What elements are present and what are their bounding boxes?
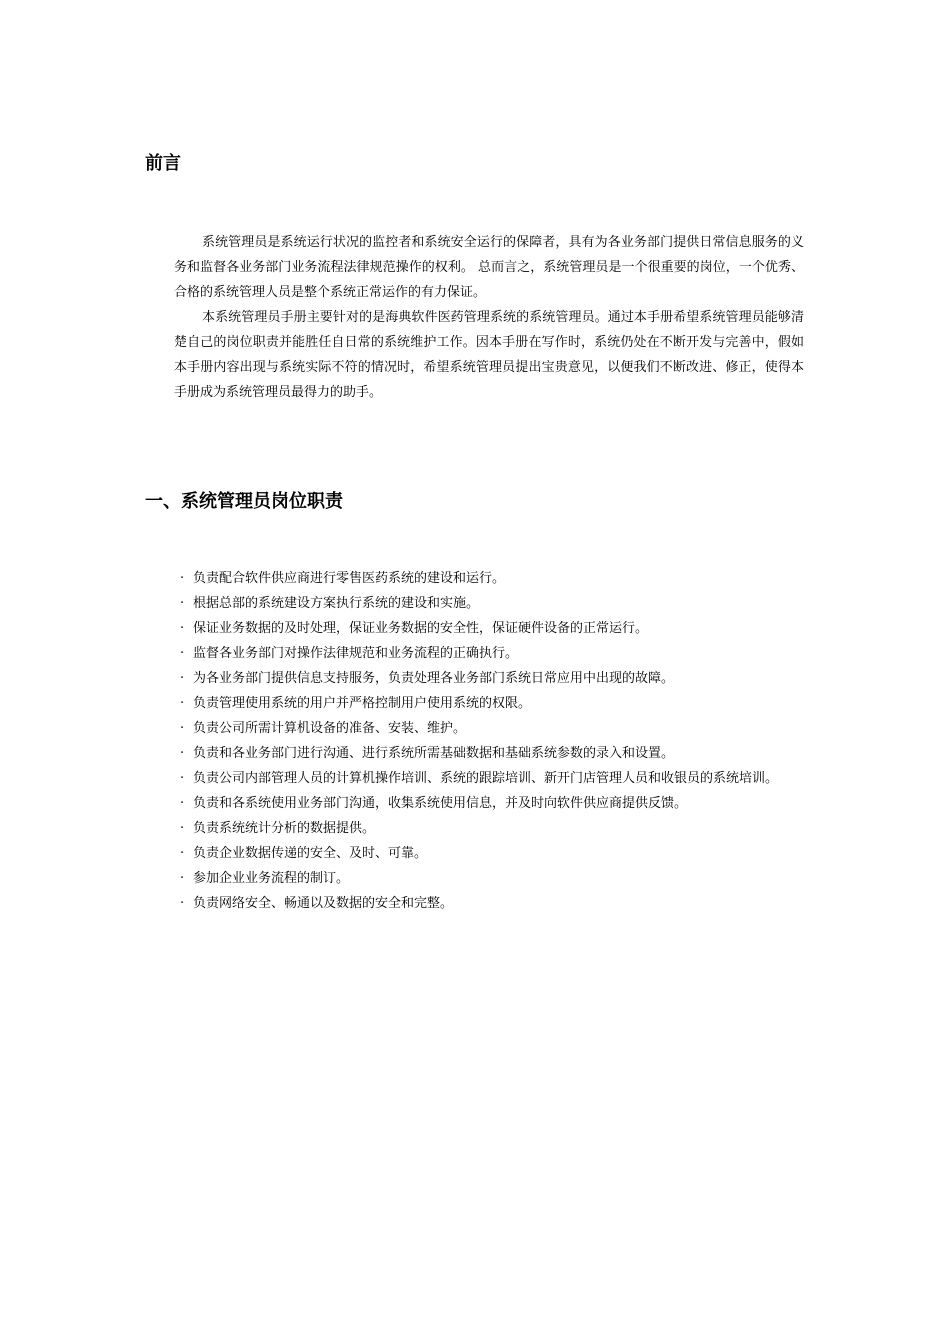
list-item-text: 监督各业务部门对操作法律规范和业务流程的正确执行。	[193, 646, 519, 661]
list-item-text: 根据总部的系统建设方案执行系统的建设和实施。	[193, 596, 480, 611]
bullet-icon: ·	[180, 771, 185, 786]
list-item	[178, 816, 808, 841]
list-item-text: 负责网络安全、畅通以及数据的安全和完整。	[193, 896, 454, 911]
bullet-icon: ·	[180, 871, 185, 886]
list-item	[178, 591, 808, 616]
list-item-text: 负责系统统计分析的数据提供。	[193, 821, 376, 836]
list-item	[178, 716, 808, 741]
list-item-text: 负责公司所需计算机设备的准备、安装、维护。	[193, 721, 467, 736]
list-item	[178, 666, 808, 691]
list-item-text: 参加企业业务流程的制订。	[193, 871, 350, 886]
bullet-icon: ·	[180, 721, 185, 736]
bullet-icon: ·	[180, 571, 185, 586]
preface-paragraph-1: 系统管理员是系统运行状况的监控者和系统安全运行的保障者，具有为各业务部门提供日常信息服务的义务和监督各业务部门业务流程法律规范操作的权利。 总而言之，系统管理员是一个很重要的岗位，一个优秀、合格的系统管理人员是整个系统正常运作的有力保证。	[174, 235, 804, 300]
list-item	[178, 791, 808, 816]
duty-list	[178, 566, 808, 916]
bullet-icon: ·	[180, 896, 185, 911]
bullet-icon: ·	[180, 671, 185, 686]
bullet-icon: ·	[180, 621, 185, 636]
bullet-icon: ·	[180, 646, 185, 661]
list-item-text: 负责管理使用系统的用户并严格控制用户使用系统的权限。	[193, 696, 532, 711]
bullet-icon: ·	[180, 821, 185, 836]
list-item	[178, 766, 808, 791]
list-item	[178, 891, 808, 916]
bullet-icon: ·	[180, 596, 185, 611]
list-item-text: 负责企业数据传递的安全、及时、可靠。	[193, 846, 428, 861]
list-item	[178, 566, 808, 591]
bullet-icon: ·	[180, 746, 185, 761]
list-item	[178, 866, 808, 891]
list-item-text: 保证业务数据的及时处理，保证业务数据的安全性，保证硬件设备的正常运行。	[193, 621, 649, 636]
section1-heading: 一、系统管理员岗位职责	[145, 491, 343, 512]
list-item	[178, 641, 808, 666]
bullet-icon: ·	[180, 696, 185, 711]
list-item	[178, 616, 808, 641]
bullet-icon: ·	[180, 846, 185, 861]
preface-heading: 前言	[145, 153, 181, 174]
list-item-text: 负责公司内部管理人员的计算机操作培训、系统的跟踪培训、新开门店管理人员和收银员的系统培训。	[193, 771, 779, 786]
list-item-text: 为各业务部门提供信息支持服务，负责处理各业务部门系统日常应用中出现的故障。	[193, 671, 675, 686]
preface-body	[174, 230, 804, 405]
list-item	[178, 691, 808, 716]
list-item-text: 负责和各业务部门进行沟通、进行系统所需基础数据和基础系统参数的录入和设置。	[193, 746, 675, 761]
list-item-text: 负责配合软件供应商进行零售医药系统的建设和运行。	[193, 571, 506, 586]
preface-paragraph-2: 本系统管理员手册主要针对的是海典软件医药管理系统的系统管理员。通过本手册希望系统管理员能够清楚自己的岗位职责并能胜任自日常的系统维护工作。因本手册在写作时，系统仍处在不断开发与完善中，假如本手册内容出现与系统实际不符的情况时，希望系统管理员提出宝贵意见，以便我们不断改进、修正，使得本手册成为系统管理员最得力的助手。	[174, 310, 804, 400]
list-item	[178, 841, 808, 866]
list-item	[178, 741, 808, 766]
bullet-icon: ·	[180, 796, 185, 811]
list-item-text: 负责和各系统使用业务部门沟通，收集系统使用信息，并及时向软件供应商提供反馈。	[193, 796, 688, 811]
